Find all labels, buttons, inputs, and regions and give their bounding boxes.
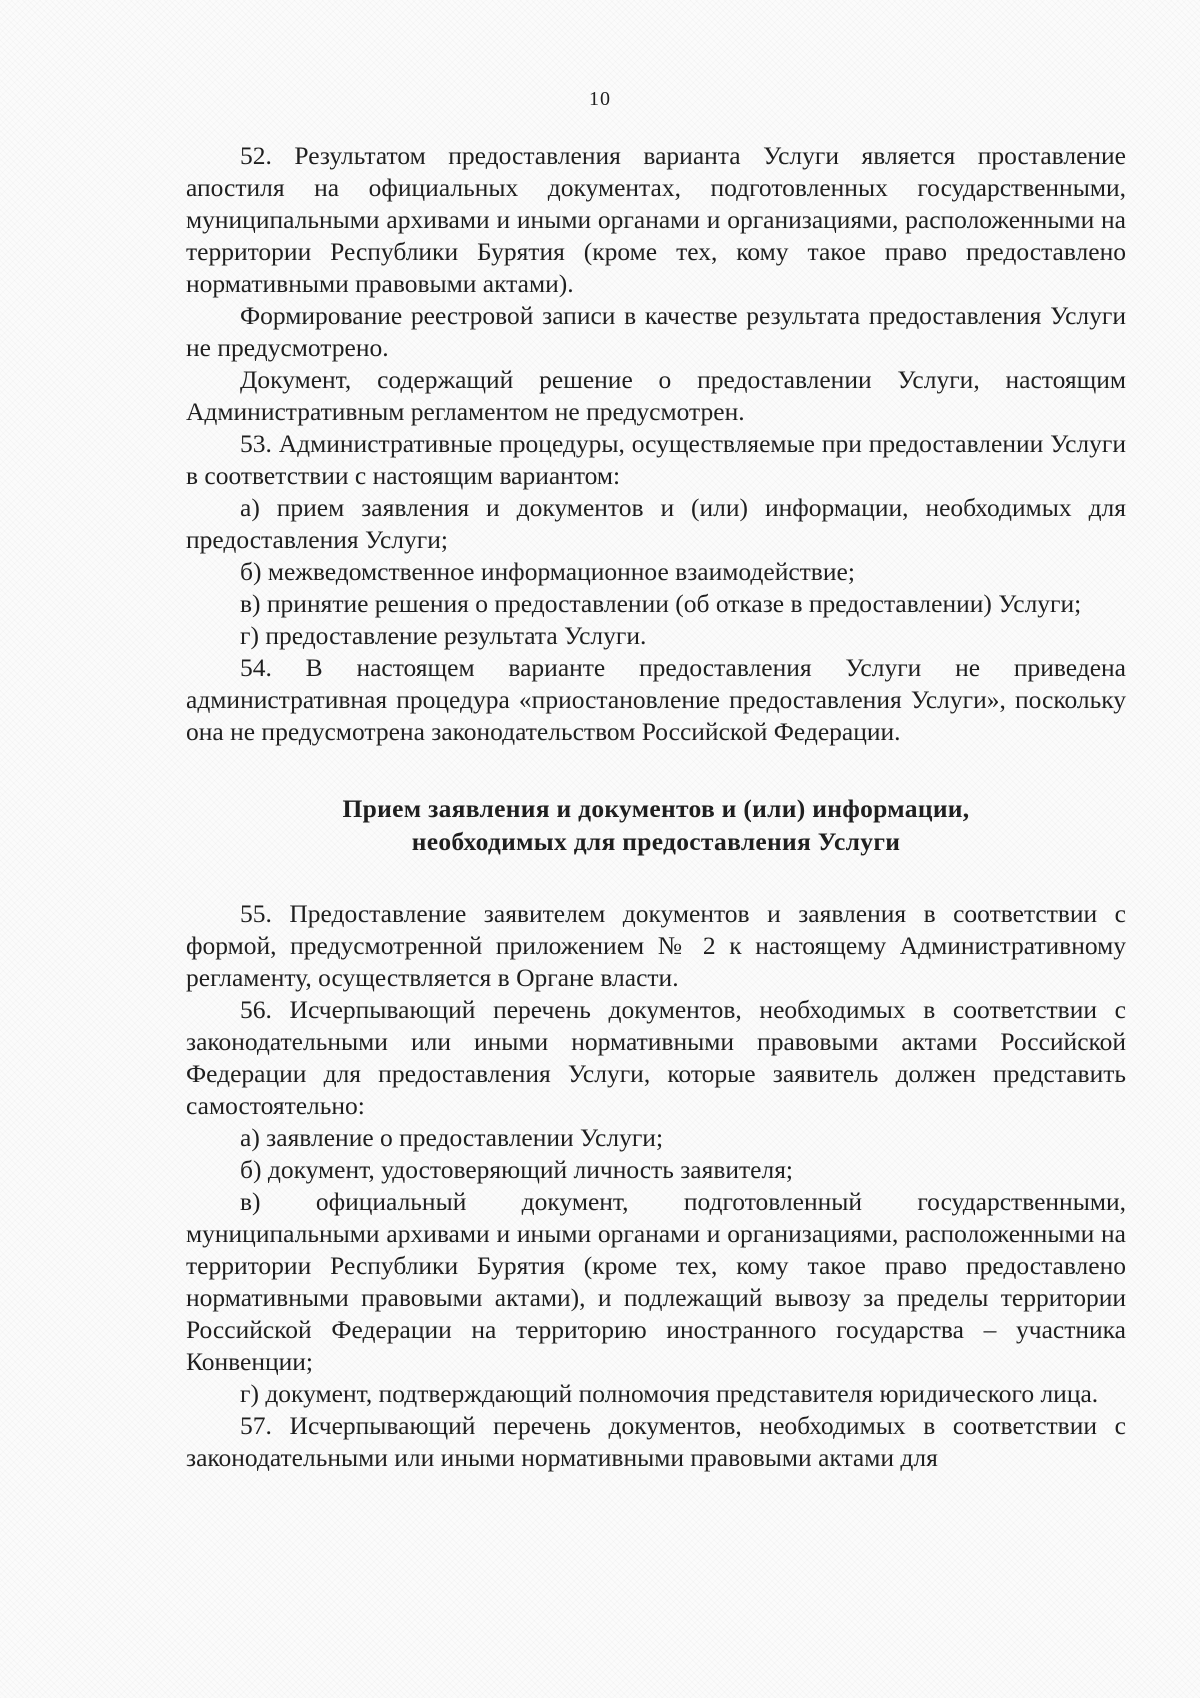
paragraph-decision-document: Документ, содержащий решение о предоставлении Услуги, настоящим Административным регламентом не предусмотрен. xyxy=(186,365,1126,426)
page-number: 10 xyxy=(589,88,611,110)
section-heading-line-2: необходимых для предоставления Услуги xyxy=(411,827,901,856)
list-item-53c: в) принятие решения о предоставлении (об отказе в предоставлении) Услуги; xyxy=(240,589,1082,618)
paragraph-53: 53. Административные процедуры, осуществляемые при предоставлении Услуги в соответствии с настоящим вариантом: xyxy=(186,429,1126,490)
list-item-56d: г) документ, подтверждающий полномочия представителя юридического лица. xyxy=(240,1379,1099,1408)
list-item-53b: б) межведомственное информационное взаимодействие; xyxy=(240,557,855,586)
section-heading xyxy=(186,792,1126,858)
paragraph-56: 56. Исчерпывающий перечень документов, необходимых в соответствии с законодательными или иными нормативными правовыми актами Российской Федерации для предоставления Услуги, которые заявитель должен представить самостоятельно: xyxy=(186,995,1126,1120)
paragraph-52: 52. Результатом предоставления варианта Услуги является проставление апостиля на официальных документах, подготовленных государственными, муниципальными архивами и иными органами и организациями, расположенными на территории Республики Бурятия (кроме тех, кому такое право предоставлено нормативными правовыми актами). xyxy=(186,141,1126,298)
section-heading-line-1: Прием заявления и документов и (или) информации, xyxy=(342,794,970,823)
paragraph-registry-record: Формирование реестровой записи в качестве результата предоставления Услуги не предусмотрено. xyxy=(186,301,1126,362)
paragraph-55: 55. Предоставление заявителем документов и заявления в соответствии с формой, предусмотренной приложением № 2 к настоящему Административному регламенту, осуществляется в Органе власти. xyxy=(186,899,1126,992)
list-item-56b: б) документ, удостоверяющий личность заявителя; xyxy=(240,1155,794,1184)
paragraph-54: 54. В настоящем варианте предоставления Услуги не приведена административная процедура «приостановление предоставления Услуги», поскольку она не предусмотрена законодательством Российской Федерации. xyxy=(186,653,1126,746)
list-item-56c: в) официальный документ, подготовленный государственными, муниципальными архивами и иными органами и организациями, расположенными на территории Республики Бурятия (кроме тех, кому такое право предоставлено нормативными правовыми актами), и подлежащий вывозу за пределы территории Российской Федерации на территорию иностранного государства – участника Конвенции; xyxy=(186,1187,1126,1376)
paragraph-57: 57. Исчерпывающий перечень документов, необходимых в соответствии с законодательными или иными нормативными правовыми актами для xyxy=(186,1411,1126,1472)
list-item-56a: а) заявление о предоставлении Услуги; xyxy=(240,1123,664,1152)
document-body xyxy=(186,140,1126,1474)
list-item-53d: г) предоставление результата Услуги. xyxy=(240,621,647,650)
list-item-53a: а) прием заявления и документов и (или) информации, необходимых для предоставления Услуги; xyxy=(186,493,1126,554)
